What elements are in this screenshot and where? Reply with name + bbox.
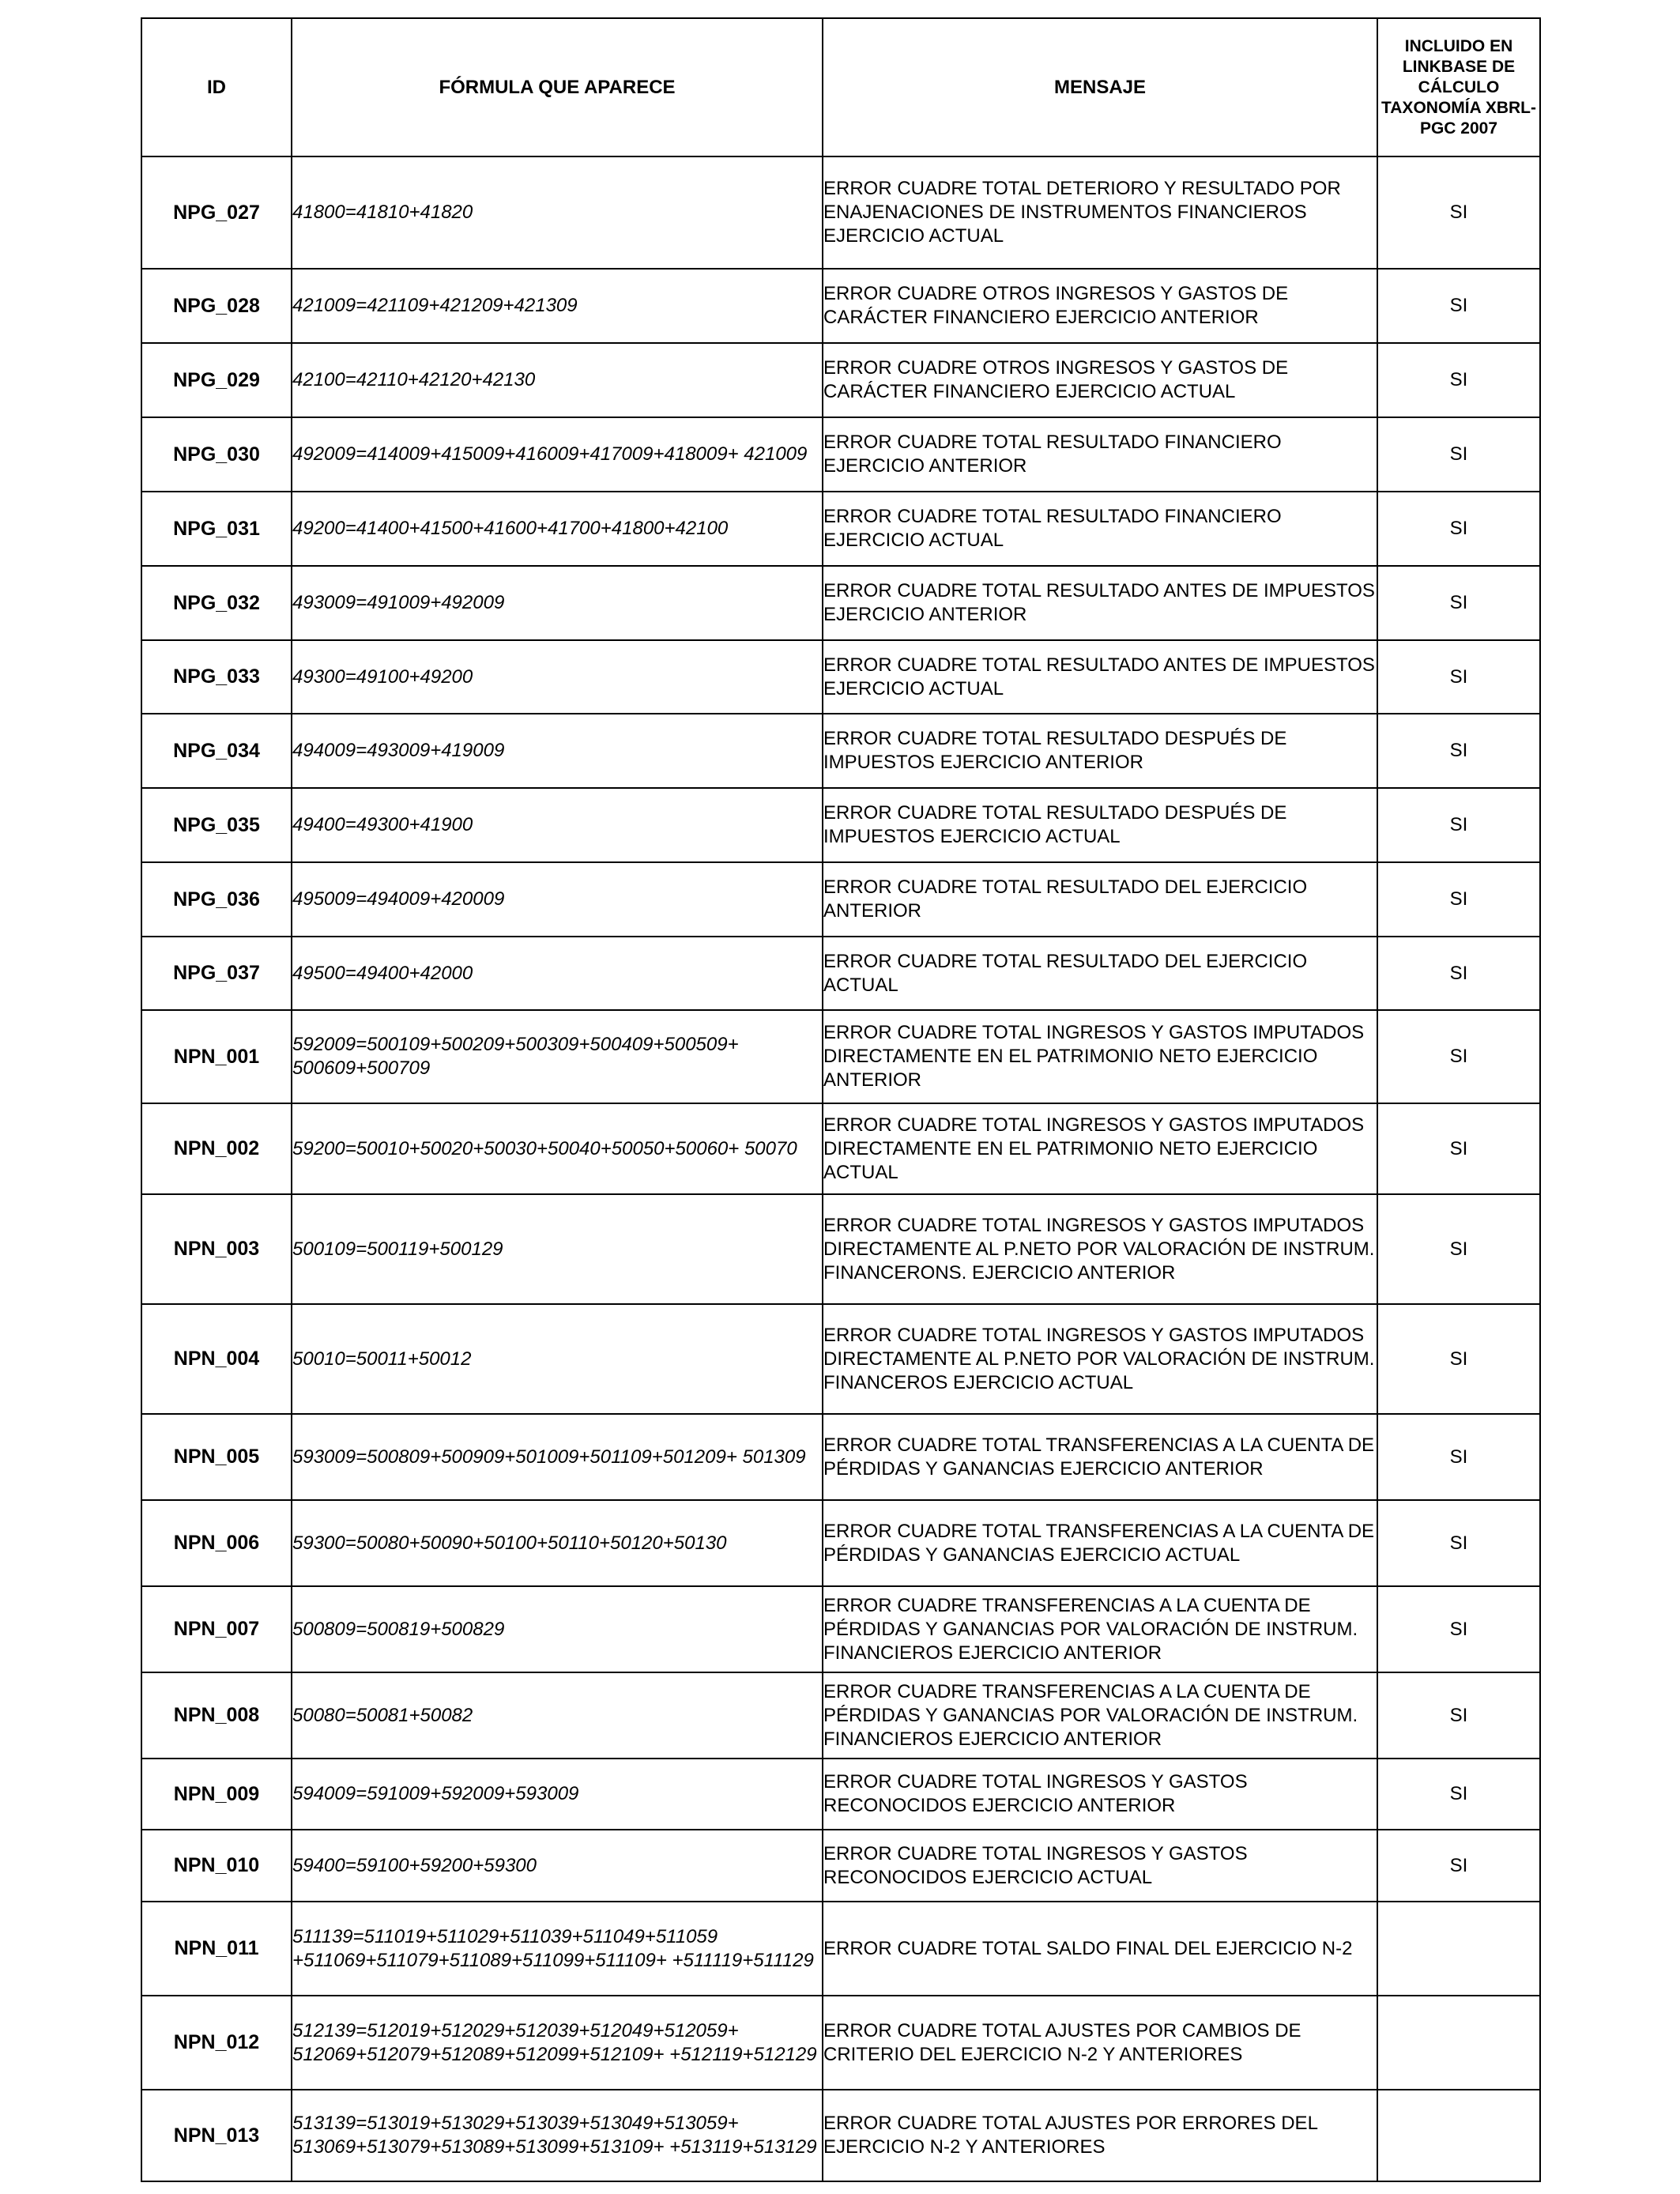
row-id: NPG_033 xyxy=(141,640,292,714)
row-message: ERROR CUADRE TRANSFERENCIAS A LA CUENTA DE PÉRDIDAS Y GANANCIAS POR VALORACIÓN DE INSTRUM. FINANCIEROS EJERCICIO ANTERIOR xyxy=(823,1672,1377,1759)
header-message: MENSAJE xyxy=(823,18,1377,156)
row-included: SI xyxy=(1377,640,1540,714)
row-id: NPN_010 xyxy=(141,1830,292,1902)
row-formula: 49200=41400+41500+41600+41700+41800+42100 xyxy=(292,492,823,566)
row-included: SI xyxy=(1377,1586,1540,1672)
row-id: NPN_002 xyxy=(141,1103,292,1194)
header-formula: FÓRMULA QUE APARECE xyxy=(292,18,823,156)
row-message: ERROR CUADRE TOTAL RESULTADO DESPUÉS DE IMPUESTOS EJERCICIO ACTUAL xyxy=(823,788,1377,862)
row-formula: 49400=49300+41900 xyxy=(292,788,823,862)
row-included: SI xyxy=(1377,1304,1540,1414)
row-message: ERROR CUADRE TOTAL DETERIORO Y RESULTADO POR ENAJENACIONES DE INSTRUMENTOS FINANCIEROS EJERCICIO ACTUAL xyxy=(823,156,1377,269)
row-included: SI xyxy=(1377,343,1540,417)
row-message: ERROR CUADRE TOTAL INGRESOS Y GASTOS RECONOCIDOS EJERCICIO ANTERIOR xyxy=(823,1759,1377,1830)
row-included: SI xyxy=(1377,492,1540,566)
row-formula: 50080=50081+50082 xyxy=(292,1672,823,1759)
row-id: NPG_037 xyxy=(141,937,292,1010)
row-id: NPG_034 xyxy=(141,714,292,788)
table-body xyxy=(141,156,1540,2181)
row-id: NPN_006 xyxy=(141,1500,292,1586)
row-included xyxy=(1377,2090,1540,2181)
table-row xyxy=(141,640,1540,714)
table-row xyxy=(141,1996,1540,2090)
row-included: SI xyxy=(1377,1500,1540,1586)
row-included: SI xyxy=(1377,788,1540,862)
row-formula: 511139=511019+511029+511039+511049+511059 +511069+511079+511089+511099+511109+ +511119+511129 xyxy=(292,1902,823,1996)
row-id: NPN_008 xyxy=(141,1672,292,1759)
table-row xyxy=(141,1902,1540,1996)
row-formula: 500109=500119+500129 xyxy=(292,1194,823,1304)
row-formula: 421009=421109+421209+421309 xyxy=(292,269,823,343)
table-row xyxy=(141,1830,1540,1902)
row-formula: 495009=494009+420009 xyxy=(292,862,823,937)
row-included: SI xyxy=(1377,1672,1540,1759)
row-formula: 592009=500109+500209+500309+500409+500509+ 500609+500709 xyxy=(292,1010,823,1103)
row-included: SI xyxy=(1377,417,1540,492)
table-row xyxy=(141,1304,1540,1414)
row-formula: 513139=513019+513029+513039+513049+513059+ 513069+513079+513089+513099+513109+ +513119+513129 xyxy=(292,2090,823,2181)
row-id: NPG_032 xyxy=(141,566,292,640)
row-included: SI xyxy=(1377,1103,1540,1194)
row-message: ERROR CUADRE TOTAL RESULTADO DEL EJERCICIO ACTUAL xyxy=(823,937,1377,1010)
table-row xyxy=(141,566,1540,640)
row-message: ERROR CUADRE TOTAL INGRESOS Y GASTOS IMPUTADOS DIRECTAMENTE EN EL PATRIMONIO NETO EJERCICIO ANTERIOR xyxy=(823,1010,1377,1103)
table-row xyxy=(141,417,1540,492)
row-formula: 492009=414009+415009+416009+417009+418009+ 421009 xyxy=(292,417,823,492)
row-id: NPN_012 xyxy=(141,1996,292,2090)
row-message: ERROR CUADRE TOTAL INGRESOS Y GASTOS RECONOCIDOS EJERCICIO ACTUAL xyxy=(823,1830,1377,1902)
row-included: SI xyxy=(1377,1194,1540,1304)
table-row xyxy=(141,788,1540,862)
row-included: SI xyxy=(1377,1830,1540,1902)
row-formula: 59200=50010+50020+50030+50040+50050+50060+ 50070 xyxy=(292,1103,823,1194)
row-id: NPG_027 xyxy=(141,156,292,269)
row-formula: 59300=50080+50090+50100+50110+50120+50130 xyxy=(292,1500,823,1586)
table-row xyxy=(141,937,1540,1010)
row-message: ERROR CUADRE TOTAL RESULTADO ANTES DE IMPUESTOS EJERCICIO ACTUAL xyxy=(823,640,1377,714)
row-id: NPN_013 xyxy=(141,2090,292,2181)
row-id: NPN_003 xyxy=(141,1194,292,1304)
table-row xyxy=(141,1500,1540,1586)
table-row xyxy=(141,1414,1540,1500)
row-message: ERROR CUADRE TOTAL TRANSFERENCIAS A LA CUENTA DE PÉRDIDAS Y GANANCIAS EJERCICIO ANTERIOR xyxy=(823,1414,1377,1500)
row-message: ERROR CUADRE OTROS INGRESOS Y GASTOS DE CARÁCTER FINANCIERO EJERCICIO ACTUAL xyxy=(823,343,1377,417)
row-formula: 41800=41810+41820 xyxy=(292,156,823,269)
row-id: NPG_029 xyxy=(141,343,292,417)
table-row xyxy=(141,156,1540,269)
row-message: ERROR CUADRE TOTAL AJUSTES POR ERRORES DEL EJERCICIO N-2 Y ANTERIORES xyxy=(823,2090,1377,2181)
row-included: SI xyxy=(1377,1759,1540,1830)
table-row xyxy=(141,1194,1540,1304)
row-formula: 494009=493009+419009 xyxy=(292,714,823,788)
row-message: ERROR CUADRE TOTAL RESULTADO DESPUÉS DE IMPUESTOS EJERCICIO ANTERIOR xyxy=(823,714,1377,788)
row-message: ERROR CUADRE TOTAL INGRESOS Y GASTOS IMPUTADOS DIRECTAMENTE AL P.NETO POR VALORACIÓN DE INSTRUM. FINANCEROS EJERCICIO ACTUAL xyxy=(823,1304,1377,1414)
row-id: NPN_001 xyxy=(141,1010,292,1103)
table-row xyxy=(141,343,1540,417)
row-message: ERROR CUADRE OTROS INGRESOS Y GASTOS DE CARÁCTER FINANCIERO EJERCICIO ANTERIOR xyxy=(823,269,1377,343)
row-included: SI xyxy=(1377,156,1540,269)
table-row xyxy=(141,2090,1540,2181)
row-id: NPG_036 xyxy=(141,862,292,937)
row-id: NPN_007 xyxy=(141,1586,292,1672)
row-id: NPG_031 xyxy=(141,492,292,566)
row-formula: 59400=59100+59200+59300 xyxy=(292,1830,823,1902)
header-included: INCLUIDO EN LINKBASE DE CÁLCULO TAXONOMÍA XBRL-PGC 2007 xyxy=(1377,18,1540,156)
row-included xyxy=(1377,1996,1540,2090)
row-id: NPG_028 xyxy=(141,269,292,343)
row-included: SI xyxy=(1377,1010,1540,1103)
row-message: ERROR CUADRE TOTAL RESULTADO DEL EJERCICIO ANTERIOR xyxy=(823,862,1377,937)
validation-rules-table xyxy=(141,17,1541,2182)
table-row xyxy=(141,1672,1540,1759)
row-message: ERROR CUADRE TRANSFERENCIAS A LA CUENTA DE PÉRDIDAS Y GANANCIAS POR VALORACIÓN DE INSTRUM. FINANCIEROS EJERCICIO ANTERIOR xyxy=(823,1586,1377,1672)
row-included: SI xyxy=(1377,1414,1540,1500)
row-id: NPN_009 xyxy=(141,1759,292,1830)
table-row xyxy=(141,269,1540,343)
row-id: NPN_005 xyxy=(141,1414,292,1500)
row-formula: 512139=512019+512029+512039+512049+512059+ 512069+512079+512089+512099+512109+ +512119+512129 xyxy=(292,1996,823,2090)
row-included xyxy=(1377,1902,1540,1996)
table-row xyxy=(141,1103,1540,1194)
row-id: NPN_004 xyxy=(141,1304,292,1414)
row-included: SI xyxy=(1377,714,1540,788)
table-row xyxy=(141,714,1540,788)
row-id: NPG_035 xyxy=(141,788,292,862)
table-row xyxy=(141,492,1540,566)
row-formula: 49300=49100+49200 xyxy=(292,640,823,714)
row-formula: 593009=500809+500909+501009+501109+501209+ 501309 xyxy=(292,1414,823,1500)
table-header xyxy=(141,18,1540,156)
row-id: NPG_030 xyxy=(141,417,292,492)
row-message: ERROR CUADRE TOTAL TRANSFERENCIAS A LA CUENTA DE PÉRDIDAS Y GANANCIAS EJERCICIO ACTUAL xyxy=(823,1500,1377,1586)
row-included: SI xyxy=(1377,937,1540,1010)
row-formula: 49500=49400+42000 xyxy=(292,937,823,1010)
row-id: NPN_011 xyxy=(141,1902,292,1996)
row-formula: 42100=42110+42120+42130 xyxy=(292,343,823,417)
row-included: SI xyxy=(1377,269,1540,343)
row-message: ERROR CUADRE TOTAL INGRESOS Y GASTOS IMPUTADOS DIRECTAMENTE EN EL PATRIMONIO NETO EJERCICIO ACTUAL xyxy=(823,1103,1377,1194)
row-message: ERROR CUADRE TOTAL AJUSTES POR CAMBIOS DE CRITERIO DEL EJERCICIO N-2 Y ANTERIORES xyxy=(823,1996,1377,2090)
row-formula: 493009=491009+492009 xyxy=(292,566,823,640)
header-row xyxy=(141,18,1540,156)
table-row xyxy=(141,862,1540,937)
row-included: SI xyxy=(1377,566,1540,640)
row-formula: 50010=50011+50012 xyxy=(292,1304,823,1414)
table-row xyxy=(141,1010,1540,1103)
row-included: SI xyxy=(1377,862,1540,937)
row-message: ERROR CUADRE TOTAL RESULTADO ANTES DE IMPUESTOS EJERCICIO ANTERIOR xyxy=(823,566,1377,640)
table-row xyxy=(141,1586,1540,1672)
row-message: ERROR CUADRE TOTAL RESULTADO FINANCIERO EJERCICIO ACTUAL xyxy=(823,492,1377,566)
header-id: ID xyxy=(141,18,292,156)
row-message: ERROR CUADRE TOTAL INGRESOS Y GASTOS IMPUTADOS DIRECTAMENTE AL P.NETO POR VALORACIÓN DE INSTRUM. FINANCERONS. EJERCICIO ANTERIOR xyxy=(823,1194,1377,1304)
row-message: ERROR CUADRE TOTAL RESULTADO FINANCIERO EJERCICIO ANTERIOR xyxy=(823,417,1377,492)
row-formula: 594009=591009+592009+593009 xyxy=(292,1759,823,1830)
table-row xyxy=(141,1759,1540,1830)
row-message: ERROR CUADRE TOTAL SALDO FINAL DEL EJERCICIO N-2 xyxy=(823,1902,1377,1996)
row-formula: 500809=500819+500829 xyxy=(292,1586,823,1672)
